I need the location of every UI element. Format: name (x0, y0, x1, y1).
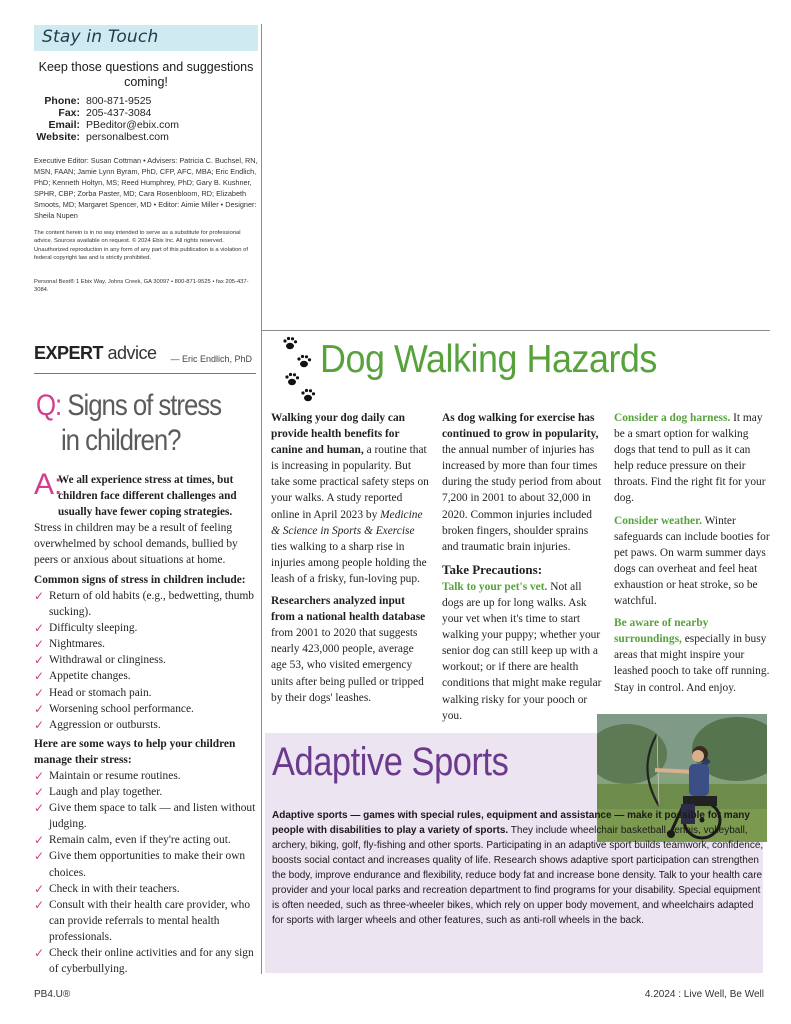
dog-paragraph-3: As dog walking for exercise has continued to grow in popularity, the annual number of injuries has increased by more than four times during the study period from about 7,200 in 2001 to about 32,000 in 2020. Common injuries included broken fingers, shoulder sprains and traumatic brain injuries. (442, 412, 602, 553)
check-mark-icon: ✓ (34, 669, 45, 684)
footer-publication: PB4.U® (34, 989, 71, 1000)
list-item: ✓ Appetite changes. (34, 669, 131, 684)
list-item: ✓ Withdrawal or clinginess. (34, 653, 166, 668)
check-mark-icon: ✓ (34, 769, 45, 783)
contact-label: Email: (48, 119, 80, 131)
check-mark-icon: ✓ (34, 685, 45, 700)
answer-letter: A: (34, 468, 63, 501)
adaptive-lead: Adaptive sports — games with special rules, equipment and assistance — make it possible for many people with disabilities to play a variety of sports. (272, 810, 750, 836)
list-item: ✓ Worsening school performance. (34, 701, 194, 716)
list-item: ✓ Consult with their health care provider, who can provide referrals to mental health professionals. (34, 897, 251, 943)
contact-label: Fax: (58, 107, 80, 119)
expert-author: — Eric Endlich, PhD (170, 354, 252, 364)
tip-harness: Consider a dog harness. It may be a smart option for walking dogs that tend to pull as it can help reduce pressure on their throats. Find the right fit for your dog. (614, 412, 766, 505)
check-mark-icon: ✓ (34, 785, 45, 800)
list-item: ✓ Return of old habits (e.g., bedwetting, thumb sucking). (34, 589, 254, 619)
question-line-2: in children? (60, 424, 181, 457)
contact-label: Website: (36, 131, 80, 143)
paw-prints-decoration (282, 336, 322, 406)
question-letter: Q: (36, 389, 62, 422)
stay-in-touch-banner (34, 25, 258, 51)
list-item: ✓ Aggression or outbursts. (34, 717, 161, 732)
check-mark-icon: ✓ (34, 849, 45, 864)
adaptive-sports-text (272, 808, 764, 928)
dog-paragraph-1: Walking your dog daily can provide health benefits for canine and human, a routine that is increasing in popularity. But take some practical safety steps on your walks. A study reported online in April 2023 by Medicine & Science in Sports & Exercise ties walking to a sharp rise in injuries among people holding the leash of a frisky, fun-loving pup. (271, 412, 429, 585)
stay-in-touch-title: Stay in Touch (42, 27, 159, 47)
list-item: ✓ Remain calm, even if they're acting out. (34, 833, 231, 848)
paw-print-icon (283, 337, 297, 349)
list-item: ✓ Head or stomach pain. (34, 685, 152, 700)
dog-paragraph-2: Researchers analyzed input from a national health database from 2001 to 2020 that suggests nearly 423,000 people, average age 53, who visited emergency units after being pulled or tripped by their dogs' leashes. (271, 595, 426, 704)
list-item: ✓ Maintain or resume routines. (34, 769, 181, 783)
editorial-credits: Executive Editor: Susan Cottman • Advisers: Patricia C. Buchsel, RN, MSN, FAAN; Jamie Lynn Byram, PhD, CFP, AFC, MBA; Eric Endlich, PhD; Kenneth Holtyn, MS; Reed Humphrey, PhD; Gary B. Kushner, SPHR, CBP; Zorba Paster, MD; Cara Rosenbloom, RD; Elizabeth Smoots, MD; Margaret Spencer, MD • Editor: Aimie Miller • Designer: Sheila Nupen (34, 156, 258, 220)
check-mark-icon: ✓ (34, 653, 45, 668)
check-mark-icon: ✓ (34, 621, 45, 636)
dog-article-column-1 (271, 410, 431, 706)
check-mark-icon: ✓ (34, 833, 45, 848)
paw-print-icon (285, 373, 299, 385)
contact-value: 800-871-9525 (86, 95, 152, 107)
dog-article-column-3 (614, 410, 770, 696)
common-signs-heading: Common signs of stress in children include: (34, 574, 246, 586)
paw-print-icon (297, 355, 311, 367)
adaptive-body: They include wheelchair basketball, tennis, volleyball, archery, biking, golf, fly-fishing and other sports. Participating in an adaptive sport builds teamwork, confidence, boosts social contact and increases quality of life. Research shows adaptive sport participation can strengthen the body, improve endurance and flexibility, reduce body fat and increase bone density. Talk to your health care provider and your local parks and recreation department to find programs for your disability. Special equipment is often needed, such as three-wheeler bikes, which rely on upper body movement, and wheelchairs adapted for sports with larger wheels and other features, such as anti-roll wheels in the back. (272, 825, 764, 926)
dog-walking-title: Dog Walking Hazards (320, 338, 657, 381)
contact-value[interactable]: PBeditor@ebix.com (86, 119, 179, 131)
list-item: ✓ Give them space to talk — and listen without judging. (34, 801, 256, 831)
help-ways-heading: Here are some ways to help your children manage their stress: (34, 738, 236, 767)
tip-vet: Talk to your pet's vet. Not all dogs are up for long walks. Ask your vet when it's time to start walking your puppy; whether your senior dog can still keep up with a workout; or if there are health conditions that might make regular walking risky for your pooch or you. (442, 580, 602, 722)
adaptive-sports-title: Adaptive Sports (272, 740, 509, 784)
contact-value[interactable]: personalbest.com (86, 131, 169, 143)
expert-advice-label (34, 343, 157, 364)
publisher-address: Personal Best® 1 Ebix Way, Johns Creek, GA 30097 • 800-871-9525 • fax 205-437-3084. (34, 279, 249, 294)
horizontal-divider (262, 330, 770, 331)
answer-lead: We all experience stress at times, but children face different challenges and usually have fewer coping strategies. (58, 474, 237, 518)
vertical-divider (261, 24, 262, 974)
list-item: ✓ Nightmares. (34, 637, 105, 652)
list-item: ✓ Check their online activities and for any sign of cyberbullying. (34, 946, 254, 976)
check-mark-icon: ✓ (34, 946, 45, 961)
tip-weather: Consider weather. Winter safeguards can include booties for pet paws. On warm summer days dogs can overheat and feel heat exhaustion or heat stroke, so be watchful. (614, 514, 770, 608)
contact-label: Phone: (44, 95, 80, 107)
footer-issue: 4.2024 : Live Well, Be Well (644, 989, 764, 1000)
question-line-1: Signs of stress (67, 389, 222, 422)
check-mark-icon: ✓ (34, 897, 45, 912)
expert-label-bold: EXPERT (34, 343, 104, 363)
check-mark-icon: ✓ (34, 801, 45, 816)
list-item: ✓ Give them opportunities to make their own choices. (34, 849, 246, 879)
stay-in-touch-intro: Keep those questions and suggestions coming! (38, 60, 254, 89)
help-ways-list (34, 768, 260, 977)
paw-print-icon (301, 389, 315, 401)
check-mark-icon: ✓ (34, 589, 45, 603)
tip-surroundings: Be aware of nearby surroundings, especially in busy areas that might inspire your leashed pooch to take off running. Stay in control. And enjoy. (614, 617, 770, 694)
list-item: ✓ Check in with their teachers. (34, 881, 180, 896)
dog-article-column-2 (442, 410, 604, 724)
contact-value: 205-437-3084 (86, 107, 152, 119)
check-mark-icon: ✓ (34, 717, 45, 732)
check-mark-icon: ✓ (34, 701, 45, 716)
disclaimer-text: The content herein is in no way intended to serve as a substitute for professional advice. Sources available on request. © 2024 Ebix Inc. All rights reserved. Unauthorized reproduction in any form of any part of this publication is a violation of federal copyright law and is strictly prohibited. (34, 230, 248, 262)
answer-body: Stress in children may be a result of feeling overwhelmed by school demands, bullied by peers or anxious about situations at home. (34, 522, 238, 567)
expert-label-rest: advice (103, 343, 157, 363)
check-mark-icon: ✓ (34, 637, 45, 652)
list-item: ✓ Laugh and play together. (34, 785, 163, 800)
question-title (36, 388, 227, 458)
list-item: ✓ Difficulty sleeping. (34, 621, 138, 636)
common-signs-list (34, 588, 260, 733)
precautions-heading: Take Precautions: (442, 561, 543, 577)
expert-advice-header (34, 343, 256, 374)
check-mark-icon: ✓ (34, 881, 45, 896)
